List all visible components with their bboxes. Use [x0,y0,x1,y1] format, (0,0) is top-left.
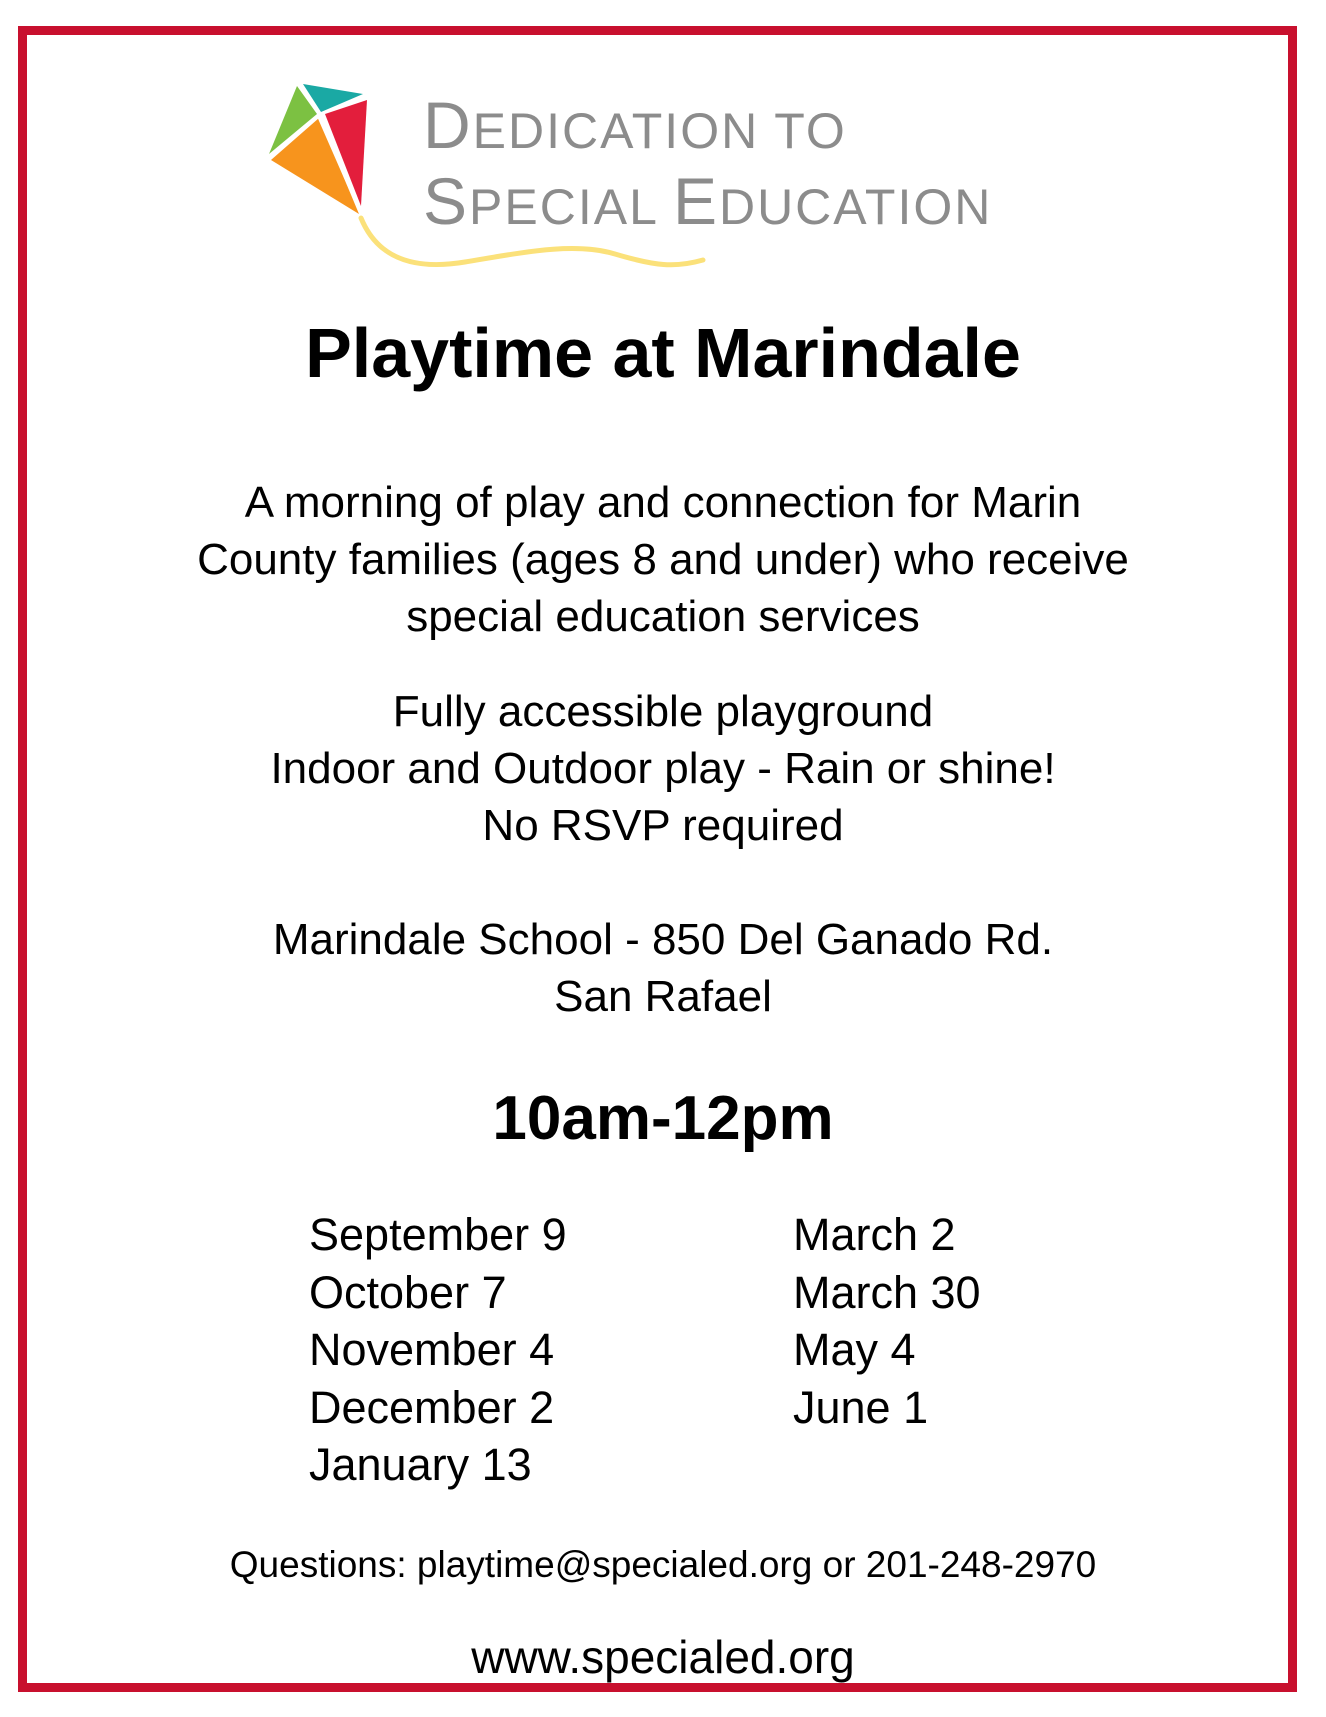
location-address: Marindale School - 850 Del Ganado Rd. [272,915,1054,964]
logo-wordmark-line1: DEDICATION TO [423,88,847,162]
event-features [0,683,1326,854]
description-line: County families (ages 8 and under) who receive [197,535,1129,584]
contact-info: Questions: playtime@specialed.org or 201-248-2970 [229,1544,1097,1585]
dates-list-left [309,1206,567,1494]
event-title: Playtime at Marindale [305,314,1021,392]
event-time: 10am-12pm [492,1084,834,1153]
event-description [0,474,1326,645]
feature-line: No RSVP required [482,801,844,850]
description-line: A morning of play and connection for Marin [244,478,1082,527]
feature-line: Fully accessible playground [392,687,934,736]
date-item: January 13 [309,1439,532,1490]
event-location [0,911,1326,1025]
date-item: December 2 [309,1381,555,1433]
date-item: March 30 [793,1266,981,1318]
description-line: special education services [406,592,920,641]
date-item: September 9 [309,1209,567,1260]
dates-list-right [793,1206,981,1436]
date-item: October 7 [309,1266,507,1318]
date-item: November 4 [309,1324,555,1375]
logo-wordmark-line2: SPECIAL EDUCATION [423,164,993,238]
website-link[interactable]: www.specialed.org [471,1631,855,1683]
date-item: May 4 [793,1324,916,1375]
date-item: June 1 [793,1381,929,1433]
date-item: March 2 [793,1209,956,1260]
feature-line: Indoor and Outdoor play - Rain or shine! [270,744,1056,793]
location-city: San Rafael [554,972,772,1021]
